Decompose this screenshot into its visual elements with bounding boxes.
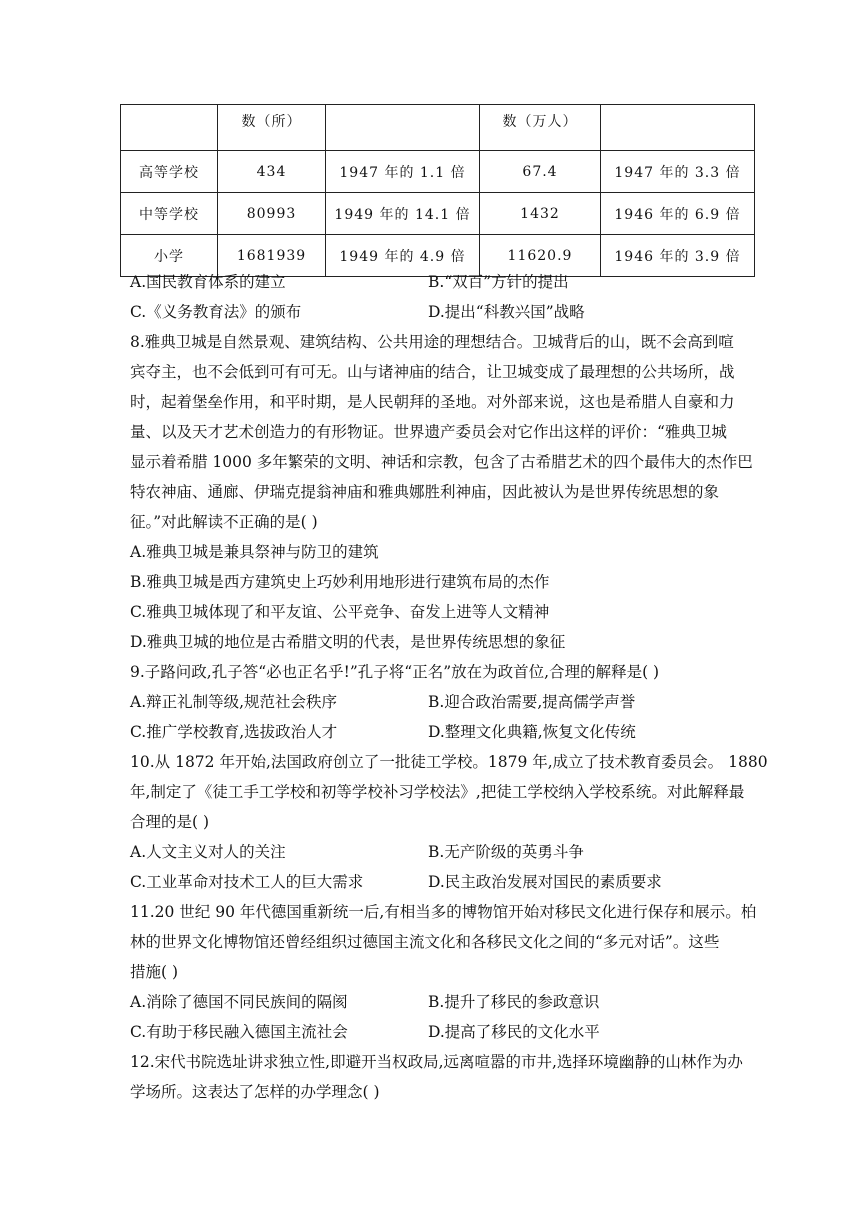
table-row — [121, 151, 755, 193]
q9-option-b[interactable]: B.迎合政治需要,提高儒学声誉 — [428, 693, 636, 711]
q11-stem-line: 11.20 世纪 90 年代德国重新统一后,有相当多的博物馆开始对移民文化进行保存和展示。柏 — [130, 903, 757, 921]
q12-stem-line: 12.宋代书院选址讲求独立性,即避开当权政局,远离喧嚣的市井,选择环境幽静的山林作为办 — [130, 1053, 743, 1071]
q7-options-row-1 — [130, 267, 740, 297]
table-cell: 1949 年的 4.9 倍 — [326, 235, 480, 277]
q11-option-b[interactable]: B.提升了移民的参政意识 — [428, 993, 600, 1011]
q9-option-a[interactable]: A.辩正礼制等级,规范社会秩序 — [130, 693, 338, 711]
q10-option-b[interactable]: B.无产阶级的英勇斗争 — [428, 843, 584, 861]
q9-options-row-1 — [130, 687, 740, 717]
table-cell: 1946 年的 6.9 倍 — [601, 193, 755, 235]
q9-option-d[interactable]: D.整理文化典籍,恢复文化传统 — [428, 723, 636, 741]
q10-option-a[interactable]: A.人文主义对人的关注 — [130, 843, 286, 861]
q7-option-a[interactable]: A.国民教育体系的建立 — [130, 273, 286, 291]
q8-stem-line: 时，起着堡垒作用，和平时期，是人民朝拜的圣地。对外部来说，这也是希腊人自豪和力 — [130, 393, 735, 411]
table-cell — [121, 105, 218, 151]
q8-stem-line: 8.雅典卫城是自然景观、建筑结构、公共用途的理想结合。卫城背后的山，既不会高到喧 — [130, 333, 734, 351]
table-cell: 1947 年的 3.3 倍 — [601, 151, 755, 193]
q10-stem-line: 10.从 1872 年开始,法国政府创立了一批徒工学校。1879 年,成立了技术教育委员会。 1880 — [130, 753, 768, 771]
q8-stem-line: 显示着希腊 1000 多年繁荣的文明、神话和宗教，包含了古希腊艺术的四个最伟大的杰作巴 — [130, 453, 753, 471]
q10-option-c[interactable]: C.工业革命对技术工人的巨大需求 — [130, 873, 364, 891]
table-cell: 1432 — [480, 193, 601, 235]
table-cell: 434 — [218, 151, 326, 193]
q11-stem-line: 林的世界文化博物馆还曾经组织过德国主流文化和各移民文化之间的“多元对话”。这些 — [130, 933, 720, 951]
q8-option-c[interactable]: C.雅典卫城体现了和平友谊、公平竞争、奋发上进等人文精神 — [130, 603, 550, 621]
q8-stem-line: 宾夺主，也不会低到可有可无。山与诸神庙的结合，让卫城变成了最理想的公共场所，战 — [130, 363, 735, 381]
table-cell: 中等学校 — [121, 193, 218, 235]
q8-stem-line: 特农神庙、通廊、伊瑞克提翁神庙和雅典娜胜利神庙，因此被认为是世界传统思想的象 — [130, 483, 720, 501]
q8-stem-line: 征。”对此解读不正确的是( ) — [130, 513, 318, 531]
q11-options-row-1 — [130, 987, 740, 1017]
table-cell: 1949 年的 14.1 倍 — [326, 193, 480, 235]
table-cell: 高等学校 — [121, 151, 218, 193]
q10-options-row-1 — [130, 837, 740, 867]
table-cell: 1947 年的 1.1 倍 — [326, 151, 480, 193]
table-cell: 数（所） — [218, 105, 326, 151]
q8-option-b[interactable]: B.雅典卫城是西方建筑史上巧妙利用地形进行建筑布局的杰作 — [130, 573, 550, 591]
q11-options-row-2 — [130, 1017, 740, 1047]
table-row — [121, 193, 755, 235]
q8-option-d[interactable]: D.雅典卫城的地位是古希腊文明的代表，是世界传统思想的象征 — [130, 633, 566, 651]
q10-stem-line: 年,制定了《徒工手工学校和初等学校补习学校法》,把徒工学校纳入学校系统。对此解释最 — [130, 783, 745, 801]
table-cell — [601, 105, 755, 151]
q8-stem-line: 量、以及天才艺术创造力的有形物证。世界遗产委员会对它作出这样的评价：“雅典卫城 — [130, 423, 727, 441]
q11-stem-line: 措施( ) — [130, 963, 179, 981]
q11-option-c[interactable]: C.有助于移民融入德国主流社会 — [130, 1023, 348, 1041]
table-cell: 1946 年的 3.9 倍 — [601, 235, 755, 277]
table-cell: 80993 — [218, 193, 326, 235]
table-cell — [326, 105, 480, 151]
q9-options-row-2 — [130, 717, 740, 747]
q9-stem: 9.子路问政,孔子答“必也正名乎!”孔子将“正名”放在为政首位,合理的解释是( ) — [130, 663, 660, 681]
q10-options-row-2 — [130, 867, 740, 897]
table-cell: 11620.9 — [480, 235, 601, 277]
table-row — [121, 105, 755, 151]
q10-option-d[interactable]: D.民主政治发展对国民的素质要求 — [428, 873, 662, 891]
q11-option-d[interactable]: D.提高了移民的文化水平 — [428, 1023, 600, 1041]
q12-stem-line: 学场所。这表达了怎样的办学理念( ) — [130, 1083, 380, 1101]
q7-option-b[interactable]: B.“双百”方针的提出 — [428, 273, 569, 291]
q9-option-c[interactable]: C.推广学校教育,选拔政治人才 — [130, 723, 338, 741]
q7-option-c[interactable]: C.《义务教育法》的颁布 — [130, 303, 302, 321]
table-cell: 数（万人） — [480, 105, 601, 151]
question-body — [130, 267, 768, 1107]
table-cell: 小学 — [121, 235, 218, 277]
q10-stem-line: 合理的是( ) — [130, 813, 210, 831]
table-cell: 1681939 — [218, 235, 326, 277]
q7-options-row-2 — [130, 297, 740, 327]
q8-option-a[interactable]: A.雅典卫城是兼具祭神与防卫的建筑 — [130, 543, 379, 561]
table-cell: 67.4 — [480, 151, 601, 193]
q11-option-a[interactable]: A.消除了德国不同民族间的隔阂 — [130, 993, 348, 1011]
education-statistics-table — [120, 104, 755, 277]
q7-option-d[interactable]: D.提出“科教兴国”战略 — [428, 303, 585, 321]
